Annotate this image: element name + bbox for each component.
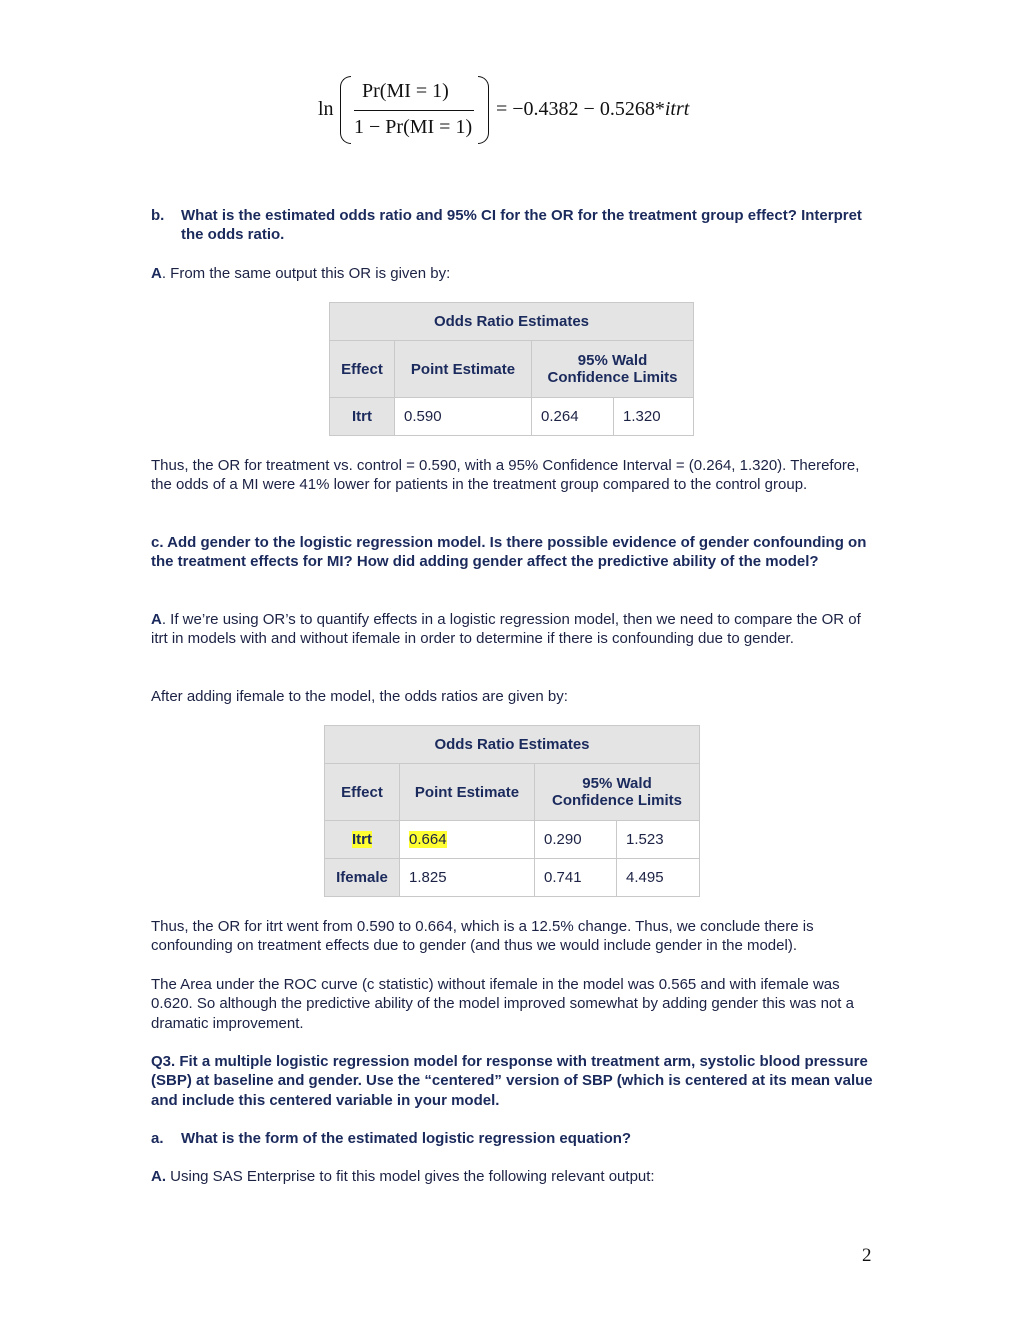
answer-c-lead: A [151, 611, 162, 628]
question-b-label: b. [151, 207, 165, 224]
row-effect: Ifemale [325, 859, 400, 897]
column-header-ci: 95% Wald Confidence Limits [535, 764, 700, 821]
answer-c [151, 610, 876, 649]
question-3a [151, 1129, 876, 1149]
row-upper-limit: 4.495 [617, 859, 700, 897]
question-b [151, 206, 876, 246]
equation-rhs [496, 98, 689, 121]
odds-ratio-table-1 [329, 302, 694, 436]
row-effect: Itrt [330, 398, 395, 436]
table-row [325, 859, 700, 897]
page-number: 2 [862, 1245, 872, 1266]
answer-b-lead: A [151, 265, 162, 282]
fraction-numerator: Pr(MI = 1) [362, 80, 449, 102]
row-point-estimate: 1.825 [400, 859, 535, 897]
row-point-estimate: 0.590 [395, 398, 532, 436]
table-row [330, 398, 694, 436]
left-paren [340, 76, 351, 144]
row-effect: Itrt [352, 831, 372, 848]
answer-b-text: . From the same output this OR is given by: [161, 265, 451, 282]
table-title: Odds Ratio Estimates [330, 303, 694, 341]
equation-variable: itrt [664, 98, 690, 120]
row-upper-limit: 1.320 [614, 398, 694, 436]
question-c: c. Add gender to the logistic regression model. Is there possible evidence of gender confounding on the treatment effects for MI? How did adding gender affect the predictive ability of the model? [151, 534, 867, 571]
row-lower-limit: 0.290 [535, 821, 617, 859]
row-lower-limit: 0.264 [532, 398, 614, 436]
paragraph-roc: The Area under the ROC curve (c statistic) without ifemale in the model was 0.565 and with ifemale was 0.620. So although the predictive ability of the model improved somewhat by adding gender this was not a dramatic improvement. [151, 976, 854, 1032]
question-3: Q3. Fit a multiple logistic regression model for response with treatment arm, systolic blood pressure (SBP) at baseline and gender. Use the “centered” version of SBP (which is centered at its mean value and include this centered variable in your model. [151, 1053, 873, 1109]
fraction-bar [354, 110, 474, 111]
paragraph-after-adding: After adding ifemale to the model, the odds ratios are given by: [151, 688, 568, 705]
column-header-effect: Effect [325, 764, 400, 821]
equation-rhs-constants: = −0.4382 − 0.5268* [496, 98, 665, 120]
answer-3-lead: A. [151, 1168, 166, 1185]
fraction-denominator: 1 − Pr(MI = 1) [354, 116, 473, 138]
table-title: Odds Ratio Estimates [325, 726, 700, 764]
column-header-ci: 95% Wald Confidence Limits [532, 341, 694, 398]
column-header-point-estimate: Point Estimate [395, 341, 532, 398]
column-header-point-estimate: Point Estimate [400, 764, 535, 821]
row-upper-limit: 1.523 [617, 821, 700, 859]
paragraph-or-interpretation: Thus, the OR for treatment vs. control = 0.590, with a 95% Confidence Interval = (0.264, 1.320). Therefore, the odds of a MI were 41% lower for patients in the treatment group compared to the control group. [151, 457, 860, 494]
row-effect-cell [325, 821, 400, 859]
row-lower-limit: 0.741 [535, 859, 617, 897]
right-paren [478, 76, 489, 144]
question-3a-text: What is the form of the estimated logistic regression equation? [181, 1130, 632, 1147]
ln-symbol: ln [318, 98, 334, 120]
question-3a-label: a. [151, 1130, 164, 1147]
question-b-text: What is the estimated odds ratio and 95% CI for the OR for the treatment group effect? Interpret the odds ratio. [181, 207, 862, 244]
logit-equation [318, 74, 738, 148]
column-header-effect: Effect [330, 341, 395, 398]
answer-3-text: Using SAS Enterprise to fit this model gives the following relevant output: [166, 1168, 655, 1185]
odds-ratio-table-2 [324, 725, 700, 897]
answer-c-text: . If we’re using OR’s to quantify effects in a logistic regression model, then we need to compare the OR of itrt in models with and without ifemale in order to determine if there is confounding due to gender. [151, 611, 861, 648]
table-row [325, 821, 700, 859]
row-point-estimate-cell [400, 821, 535, 859]
answer-3 [151, 1167, 876, 1186]
row-point-estimate: 0.664 [409, 831, 447, 848]
answer-b [151, 264, 876, 283]
paragraph-confounding: Thus, the OR for itrt went from 0.590 to 0.664, which is a 12.5% change. Thus, we conclude there is confounding on treatment effects due to gender (and thus we would include gender in the model). [151, 918, 814, 955]
